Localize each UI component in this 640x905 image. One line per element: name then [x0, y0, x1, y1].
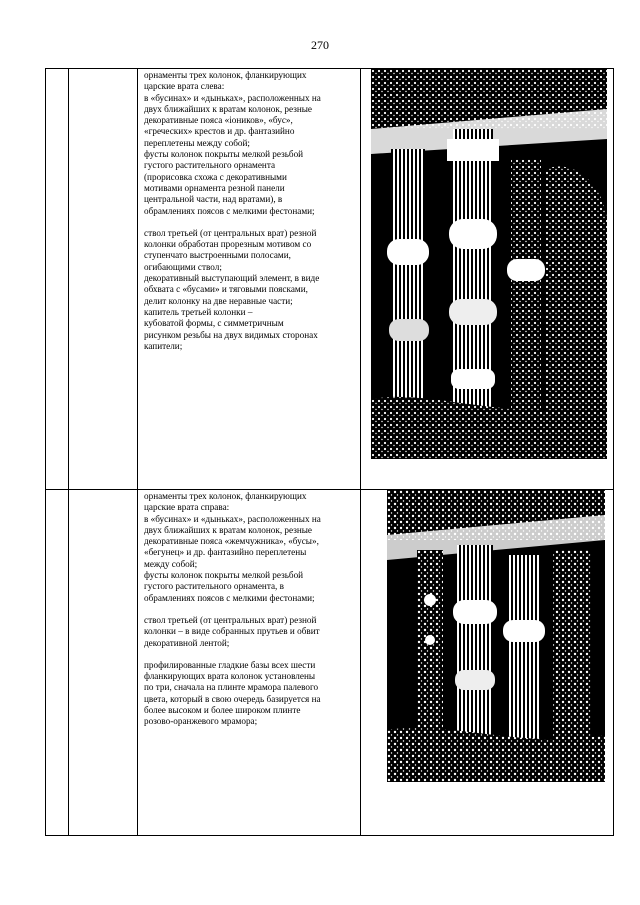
text-line: двух ближайших к вратам колонок, резные [144, 524, 312, 535]
text-line: переплетены между собой; [144, 137, 250, 148]
text-line: царские врата слева: [144, 81, 225, 92]
text-line: орнаменты трех колонок, фланкирующих [144, 491, 307, 501]
text-line: в «бусинах» и «дыньках», расположенных на [144, 513, 321, 524]
table-row [46, 69, 614, 490]
text-line: царские врата справа: [144, 502, 230, 513]
text-line: между собой; [144, 558, 198, 569]
table-cell-number [46, 69, 69, 490]
text-line: делит колонку на две неравные части; [144, 295, 293, 306]
text-line: «бегунец» и др. фантазийно переплетены [144, 547, 307, 558]
text-line: густого растительного орнамента [144, 160, 276, 171]
text-line: «греческих» крестов и др. фантазийно [144, 126, 295, 137]
text-line: декоративные пояса «жемчужника», «бусы», [144, 536, 319, 547]
page-number: 270 [311, 38, 329, 52]
text-line: обхвата с «бусами» и тяговыми поясками, [144, 284, 308, 295]
text-line: (прорисовка схожа с декоративными [144, 171, 287, 182]
text-line: центральной части, над вратами), в [144, 194, 283, 205]
text-line: фусты колонок покрыты мелкой резьбой [144, 149, 304, 160]
text-line: ствол третьей (от центральных врат) резной [144, 227, 317, 238]
table-row [46, 490, 614, 836]
table-cell-number [46, 490, 69, 836]
text-line: более высоком и более широком плинте [144, 705, 301, 716]
text-line: ступенчато выстроенными полосами, [144, 250, 291, 261]
text-line: рисунком резьбы на двух видимых сторонах [144, 329, 318, 340]
description-text-right-columns [138, 490, 360, 728]
text-line: декоративный выступающий элемент, в виде [144, 273, 320, 284]
text-line: колонки – в виде собранных прутьев и обвит [144, 626, 320, 637]
text-line: капители; [144, 340, 183, 351]
text-line: мотивами орнамента резной панели [144, 182, 285, 193]
text-line: густого растительного орнамента, в [144, 581, 284, 592]
photo-icon [371, 69, 607, 459]
description-text-left-columns [138, 69, 360, 352]
text-line: фланкирующих врата колонок установлены [144, 671, 316, 682]
text-line: огибающими ствол; [144, 261, 222, 272]
table-cell-photo [361, 69, 614, 490]
text-line: колонки обработан прорезным мотивом со [144, 239, 312, 250]
text-line: фусты колонок покрыты мелкой резьбой [144, 570, 304, 581]
text-line: розово-оранжевого мрамора; [144, 716, 258, 727]
text-line: декоративной лентой; [144, 637, 230, 648]
text-line: орнаменты трех колонок, фланкирующих [144, 70, 307, 80]
table-cell-name [69, 490, 138, 836]
photo-icon [387, 490, 605, 782]
text-line: профилированные гладкие базы всех шести [144, 659, 316, 670]
document-table [45, 68, 614, 836]
text-line: двух ближайших к вратам колонок, резные [144, 103, 312, 114]
text-line: обрамлениях поясов с мелкими фестонами; [144, 205, 315, 216]
text-line: обрамлениях поясов с мелкими фестонами; [144, 592, 315, 603]
text-line: декоративные пояса «ioников», «бус», [144, 115, 293, 126]
text-line: в «бусинах» и «дыньках», расположенных на [144, 92, 321, 103]
text-line: капитель третьей колонки – [144, 306, 253, 317]
table-cell-photo [361, 490, 614, 836]
table-cell-name [69, 69, 138, 490]
text-line: цвета, который в свою очередь базируется на [144, 693, 321, 704]
table-cell-description [138, 490, 361, 836]
text-line: кубоватой формы, с симметричным [144, 318, 284, 329]
text-line: по три, сначала на плинте мрамора палевого [144, 682, 319, 693]
text-line: ствол третьей (от центральных врат) резной [144, 614, 317, 625]
table-cell-description [138, 69, 361, 490]
